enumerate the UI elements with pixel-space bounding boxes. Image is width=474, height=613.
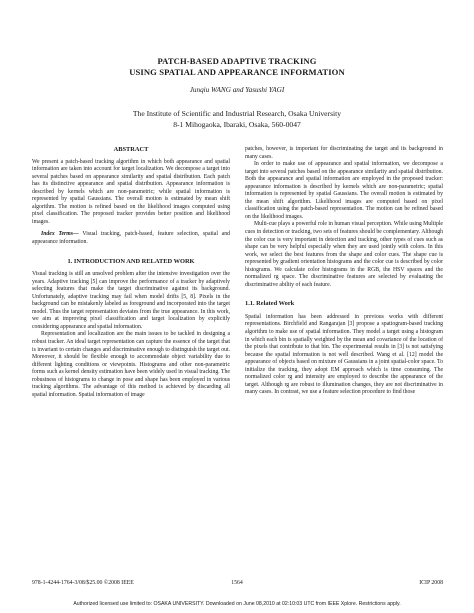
intro-paragraph-2: Representation and localization are the main issues to be tackled in designing a robust tracker. An ideal target representation can capture the essence of the target that is invariant to certain changes and discriminative enough to distinguish the target out. Moreover, it should be flexible enough to accommodate object variability due to different lighting conditions or viewpoints. Histograms and other non-parametric forms such as kernel density estimation have been widely used in visual tracking. The robustness of histograms to change in pose and shape has been employed in various tracking algorithms. The advantage of this method is achieved by discarding all spatial information. Spatial information of image [32, 331, 230, 398]
index-terms-label: Index Terms— [41, 231, 79, 238]
abstract-heading: ABSTRACT [113, 146, 149, 153]
left-column [32, 146, 230, 399]
paper-authors: Junqiu WANG and Yasushi YAGI [189, 86, 285, 94]
affiliation-line1: The Institute of Scientific and Industrial Research, Osaka University [132, 109, 342, 118]
index-terms [32, 231, 230, 246]
multi-cue-paragraph: Multi-cue plays a powerful role in human visual perception. While using Multiple cues in detection or tracking, two sets of features should be complementary. Although the color cue is very important in detection and tracking, other types of cues such as shape can be very helpful especially when they are used jointly with colors. In this work, we select the best features from the shape and color cues. The shape cue is represented by gradient orientation histograms and the color cue is described by color histograms. We calculate color histograms in the RGB, the HSV spaces and the normalized rg space. The discriminative features are selected by evaluating the discriminative ability of each feature. [245, 221, 443, 288]
continued-paragraph: patches, however, is important for discriminating the target and its background in many cases. [245, 146, 443, 160]
abstract-text: We present a patch-based tracking algorithm in which both appearance and spatial information are taken into account for target localization. We decompose a target into several patches based on appearance similarity and spatial distribution. Each patch has its distinctive appearance and spatial distribution. Appearance information is described by kernels which are non-parametric; while spatial information is represented by spatial Gaussians. The overall motion is estimated by mean shift algorithm. The motion is refined based on the likelihood images computed using pixel classification. The proposed tracker provides better position and likelihood images. [32, 158, 230, 225]
footer-page-number: 1564 [231, 580, 243, 586]
paper-title-line2: USING SPATIAL AND APPEARANCE INFORMATION [129, 67, 345, 77]
affiliation-line2: 8-1 Mihogaoka, Ibaraki, Osaka, 560-0047 [173, 119, 301, 129]
section1-heading: 1. INTRODUCTION AND RELATED WORK [67, 257, 195, 265]
footer-conference: ICIP 2008 [419, 580, 443, 586]
footer-isbn: 978-1-4244-1764-3/08/$25.00 ©2008 IEEE [32, 580, 134, 586]
intro-paragraph-1: Visual tracking is still an unsolved problem after the intensive investigation over the years. Adaptive tracking [5] can improve the performance of a tracker by adaptively selecting features that make the target discriminative against its background. Unfortunately, adaptive tracking may fail when model drifts [5, 8]. Pixels in the background can be mistakenly labeled as foreground and incorporated into the target model. Thus the target representation deviates from the true appearance. In this work, we aim at improving pixel classification and target localization by explicitly considering appearance and spatial information. [32, 271, 230, 330]
paper-title-line1: PATCH-BASED ADAPTIVE TRACKING [157, 56, 317, 66]
related-work-heading: 1.1. Related Work [245, 300, 295, 308]
right-column [245, 146, 443, 397]
authorized-use-notice: Authorized licensed use limited to: OSAKA UNIVERSITY. Downloaded on June 08,2010 at 02:10:03 UTC from IEEE Xplore. Restrictions apply. [73, 601, 401, 607]
related-work-paragraph: Spatial information has been addressed in previous works with different representations. Birchfield and Rangarajan [3] propose a spatiogram-based tracking algorithm to make use of spatial information. They model a target using a histogram in which each bin is spatially weighted by the mean and covariance of the location of the pixels that contribute to that bin. The experimental results in [3] is not satisfying because the spatial information is not well described. Wang et al. [12] model the appearance of objects based on mixture of Gaussians in a joint spatial-color space. To initialize the tracking, they adopt EM approach which is time consuming. The normalized color rg and intensity are employed to describe the appearance of the target. Although rg are robust to illumination changes, they are not discriminative in many cases. In contrast, we use a feature selection procedure to find those [245, 313, 443, 396]
index-terms-text: Visual tracking, patch-based, feature selection, spatial and appearance information. [32, 231, 230, 246]
approach-paragraph: In order to make use of appearance and spatial information, we decompose a target into several patches based on the appearance similarity and spatial distribution. Both the appearance and spatial information are employed in the proposed tracker: appearance information is described by kernels which are non-parametric; spatial information is represented by spatial Gaussians. The overall motion is estimated by the mean shift algorithm. Likelihood images are computed based on pixel classification using the patch-based representation. The motion can be refined based on the likelihood images. [245, 161, 443, 220]
